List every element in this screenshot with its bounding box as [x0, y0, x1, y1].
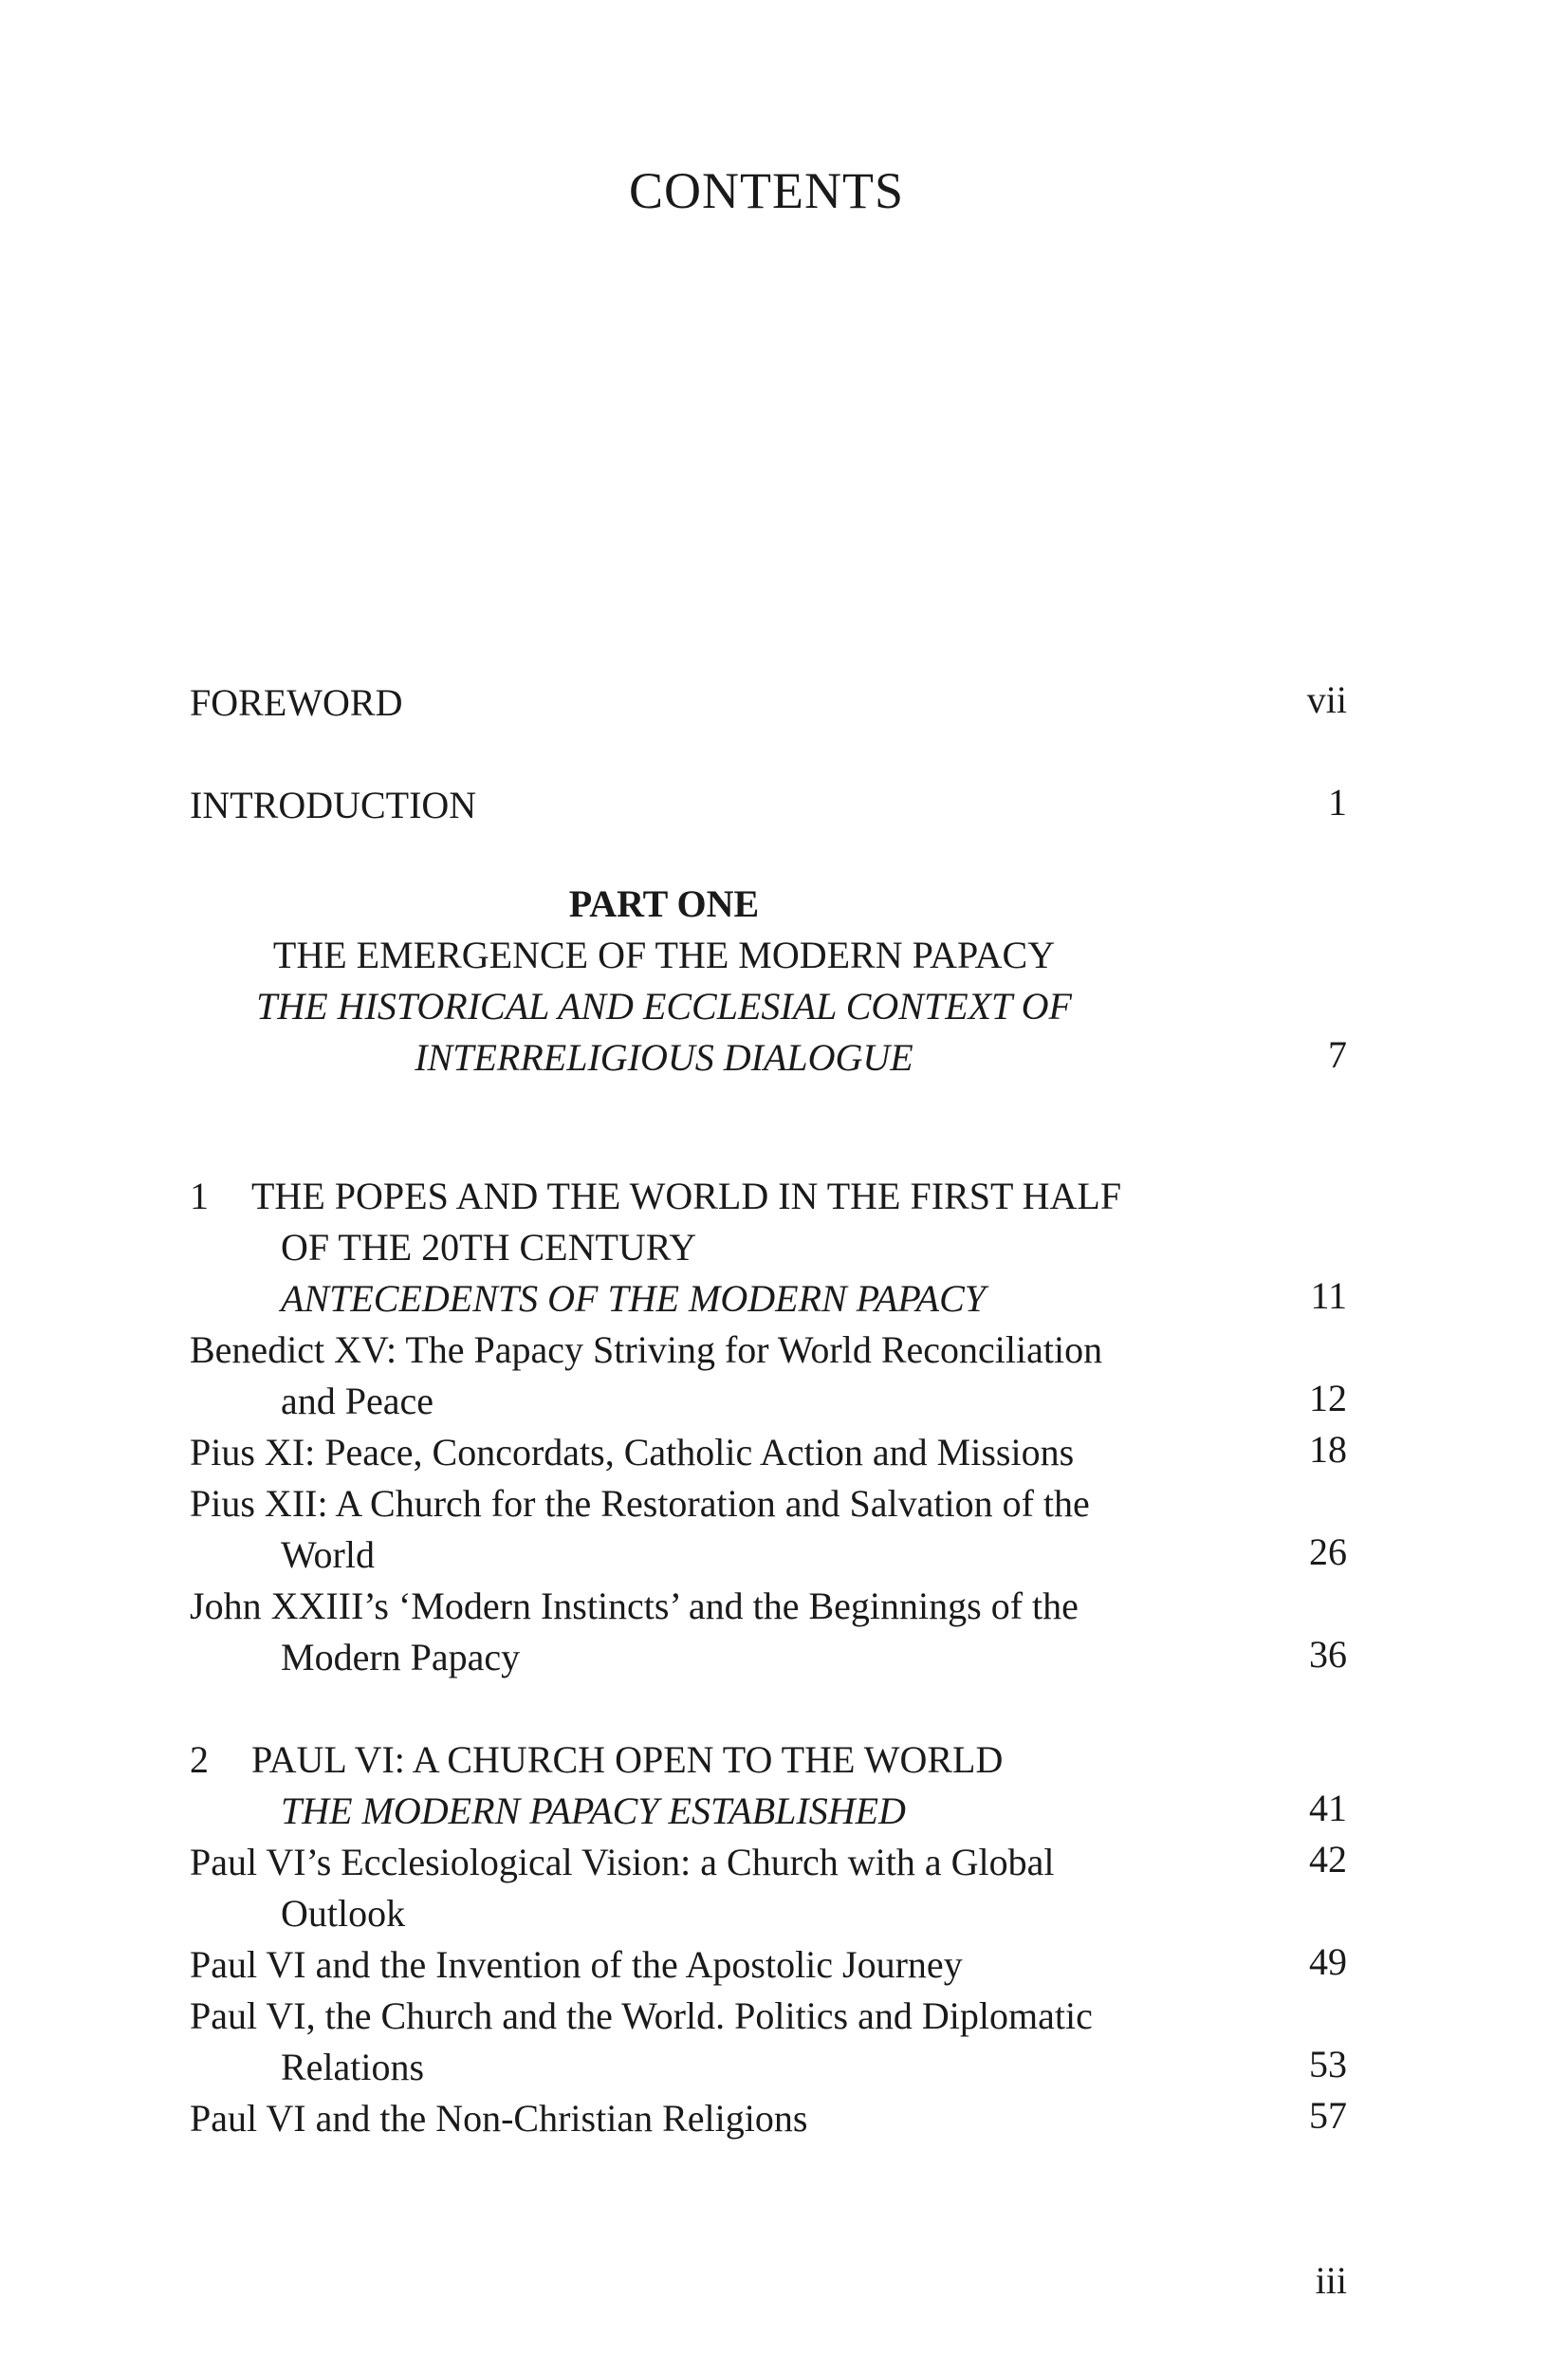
- section-page: 36: [1309, 1633, 1347, 1676]
- section-entry-line1: Paul VI, the Church and the World. Politics and Diplomatic: [190, 1994, 1093, 2037]
- section-entry-line1: Paul VI and the Invention of the Apostolic Journey: [190, 1943, 963, 1986]
- section-entry-line2: Outlook: [281, 1892, 406, 1935]
- section-entry-line1: Paul VI and the Non-Christian Religions: [190, 2097, 808, 2140]
- section-page: 49: [1309, 1940, 1347, 1983]
- toc-entry-introduction: INTRODUCTION: [190, 784, 477, 826]
- section-page: 42: [1309, 1838, 1347, 1881]
- toc-page-foreword: vii: [1306, 678, 1347, 721]
- section-page: 18: [1309, 1428, 1347, 1471]
- chapter1-number: 1: [190, 1175, 209, 1217]
- section-entry-line1: John XXIII’s ‘Modern Instincts’ and the Beginnings of the: [190, 1585, 1079, 1627]
- section-entry-line1: Benedict XV: The Papacy Striving for World Reconciliation: [190, 1328, 1103, 1371]
- part-subtitle-line2: INTERRELIGIOUS DIALOGUE: [415, 1036, 913, 1079]
- chapter1-title-line2: OF THE 20TH CENTURY: [281, 1226, 697, 1269]
- section-entry-line2: Relations: [281, 2046, 425, 2088]
- toc-page-chapter2: 41: [1309, 1787, 1347, 1829]
- section-page: 12: [1309, 1377, 1347, 1419]
- page-title: CONTENTS: [629, 162, 904, 219]
- section-entry-line2: World: [281, 1533, 375, 1576]
- section-page: 26: [1309, 1530, 1347, 1573]
- toc-entry-foreword: FOREWORD: [190, 681, 403, 724]
- section-entry-line1: Paul VI’s Ecclesiological Vision: a Church with a Global: [190, 1841, 1055, 1883]
- section-page: 53: [1309, 2043, 1347, 2085]
- section-entry-line1: Pius XII: A Church for the Restoration and Salvation of the: [190, 1482, 1090, 1525]
- part-heading: PART ONE: [568, 882, 760, 925]
- part-title: THE EMERGENCE OF THE MODERN PAPACY: [272, 934, 1056, 976]
- toc-page-part-one: 7: [1328, 1033, 1347, 1076]
- chapter2-subtitle: THE MODERN PAPACY ESTABLISHED: [281, 1789, 906, 1832]
- toc-page-introduction: 1: [1328, 781, 1347, 824]
- part-subtitle-line1: THE HISTORICAL AND ECCLESIAL CONTEXT OF: [256, 985, 1072, 1028]
- chapter2-title: PAUL VI: A CHURCH OPEN TO THE WORLD: [251, 1738, 1004, 1781]
- chapter1-title-line1: THE POPES AND THE WORLD IN THE FIRST HALF: [251, 1175, 1122, 1217]
- chapter2-number: 2: [190, 1738, 209, 1781]
- toc-page-chapter1: 11: [1310, 1274, 1347, 1317]
- section-entry-line2: and Peace: [281, 1380, 434, 1422]
- section-page: 57: [1309, 2094, 1347, 2137]
- page-folio: iii: [1315, 2259, 1347, 2302]
- section-entry-line1: Pius XI: Peace, Concordats, Catholic Action and Missions: [190, 1431, 1075, 1474]
- chapter1-subtitle: ANTECEDENTS OF THE MODERN PAPACY: [281, 1277, 987, 1320]
- section-entry-line2: Modern Papacy: [281, 1636, 521, 1678]
